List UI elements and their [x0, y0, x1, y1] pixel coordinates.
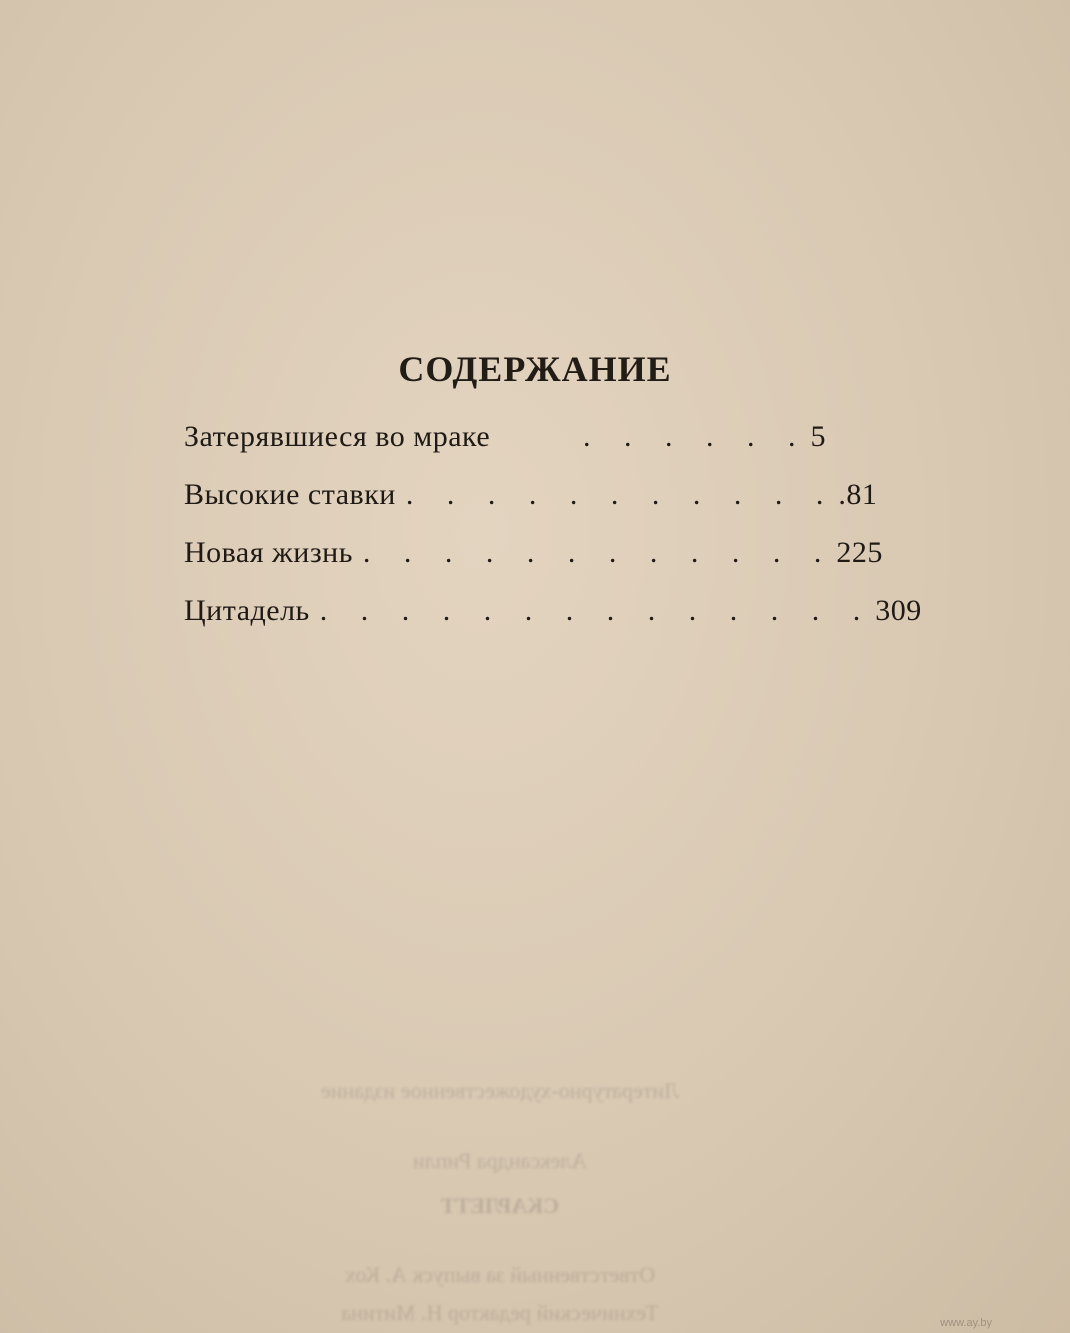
toc-entry-title: Затерявшиеся во мраке [184, 420, 491, 453]
toc-page-number: 225 [836, 536, 883, 569]
toc-page-number: 5 [810, 420, 826, 453]
page-title: СОДЕРЖАНИЕ [398, 349, 672, 389]
toc-entry [184, 594, 922, 652]
toc-leader-dots: . . . . . . . . . . . [405, 478, 837, 511]
show-through-text: Ответственный за выпуск А. Кох [344, 1262, 656, 1287]
toc-entry [184, 536, 883, 594]
toc-page-number: .81 [838, 478, 878, 511]
toc-entry-title: Цитадель [184, 594, 310, 627]
show-through-text: СКАРЛЕТТ [440, 1193, 560, 1218]
show-through-text: Литературно-художественное издание [320, 1078, 680, 1103]
toc-entry [184, 478, 878, 536]
show-through-text: Александра Рипли [412, 1148, 588, 1173]
watermark: www.ay.by [940, 1317, 992, 1329]
table-of-contents [184, 420, 922, 652]
toc-leader-dots: . . . . . . . . . . . . . . [319, 594, 874, 627]
show-through-text: Технический редактор Н. Митина [341, 1300, 659, 1325]
toc-leader-dots: . . . . . . . . . . . . [362, 536, 835, 569]
toc-entry [184, 420, 826, 478]
toc-leader-dots: . . . . . . [583, 420, 809, 453]
toc-page-number: 309 [875, 594, 922, 627]
toc-entry-title: Высокие ставки [184, 478, 396, 511]
toc-entry-title: Новая жизнь [184, 536, 353, 569]
